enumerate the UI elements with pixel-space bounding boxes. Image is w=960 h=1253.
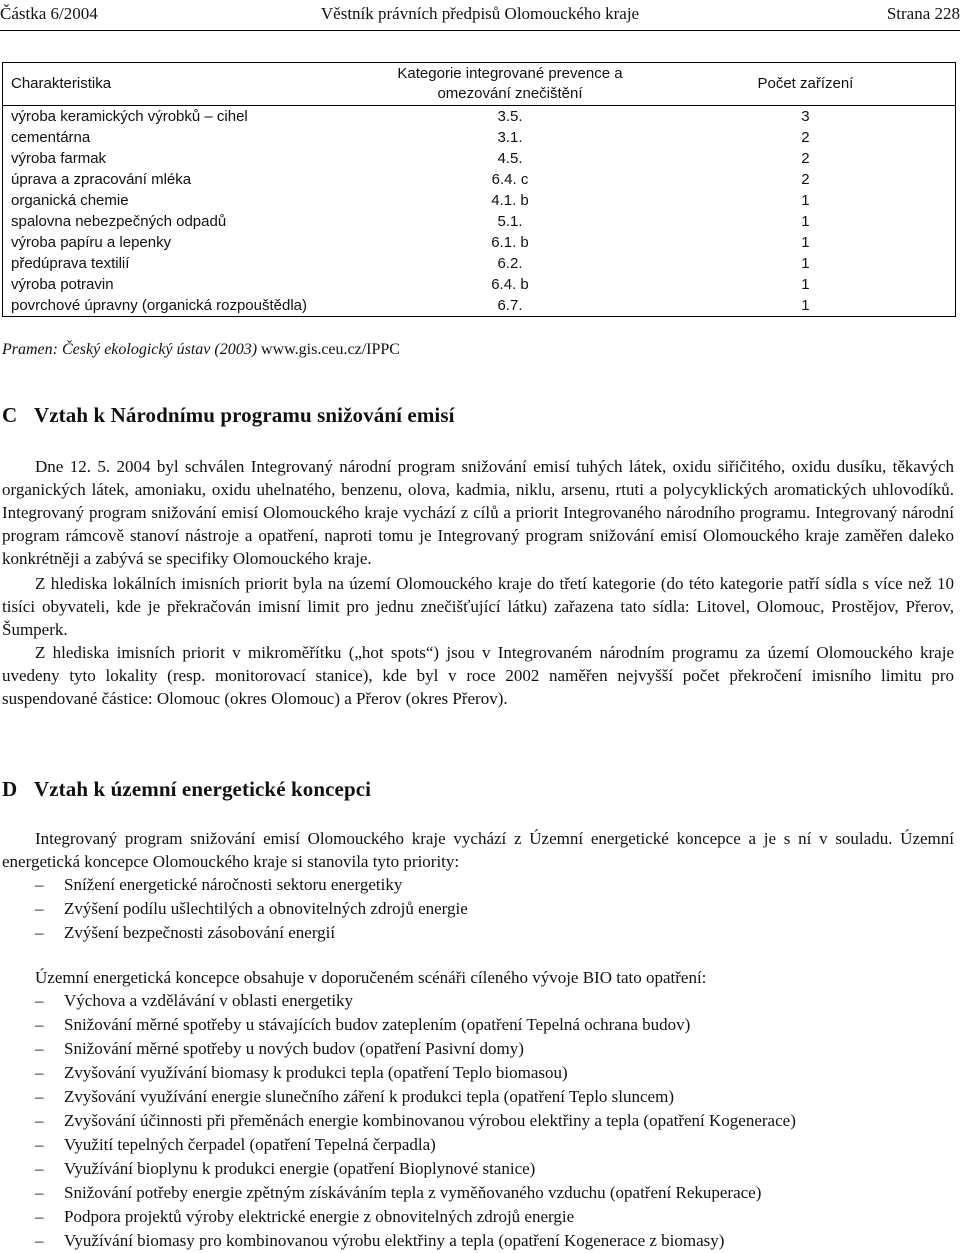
table-row [3,253,956,274]
measure-item-text: Výchova a vzdělávání v oblasti energetiky [64,991,354,1010]
table-cell-characteristic: spalovna nebezpečných odpadů [11,213,227,230]
section-c-body [2,455,954,710]
section-c-paragraph-2: Z hlediska lokálních imisních priorit byla na území Olomouckého kraje do třetí kategorie (do této kategorie patří sídla s více než 10 tisíci obyvateli, kde je překračován imisní limit pro jednu znečišťující látku) zařazena tato sídla: Litovel, Olomouc, Prostějov, Přerov, Šumperk. [2,574,954,639]
header-divider [0,30,960,31]
table-cell-characteristic: výroba papíru a lepenky [11,234,172,251]
measure-item-text: Využívání biomasy pro kombinovanou výrobu elektřiny a tepla (opatření Kogenerace z biomasy) [64,1231,725,1250]
measure-item-text: Zvyšování využívání energie slunečního záření k produkci tepla (opatření Teplo sluncem) [64,1087,674,1106]
priority-item [2,897,954,921]
table-cell-count: 1 [801,276,810,293]
list-dash: – [35,1063,44,1082]
section-d-letter: D [2,777,18,801]
column-header-characteristic: Charakteristika [3,63,375,106]
bio-intro: Územní energetická koncepce obsahuje v doporučeném scénáři cíleného vývoje BIO tato opatření: [35,968,707,987]
section-d-title: Vztah k územní energetické koncepci [34,777,372,801]
table-cell-category: 6.7. [497,297,523,314]
list-dash: – [35,1135,44,1154]
section-c-paragraph-1: Dne 12. 5. 2004 byl schválen Integrovaný národní program snižování emisí tuhých látek, oxidu siřičitého, oxidu dusíku, těkavých organických látek, amoniaku, oxidu uhelnatého, benzenu, olova, kadmia, niklu, arsenu, rtuti a polycyklických aromatických uhlovodíků. Integrovaný program snižování emisí Olomouckého kraje vychází z cílů a priorit Integrovaného národního programu. Integrovaný národní program rámcově stanoví nástroje a opatření, naproti tomu je Integrovaný program snižování emisí Olomouckého kraje zaměřen daleko konkrétněji a zabývá se specifiky Olomouckého kraje. [2,457,954,568]
table-cell-category: 4.1. b [491,192,529,209]
page-number: Strana 228 [886,4,960,23]
priority-item-text: Zvýšení bezpečnosti zásobování energií [64,923,336,942]
priorities-list [2,873,954,945]
measure-item-text: Využití tepelných čerpadel (opatření Tepelná čerpadla) [64,1135,436,1154]
measure-item-text: Zvyšování využívání biomasy k produkci tepla (opatření Teplo biomasou) [64,1063,568,1082]
table-cell-count: 3 [801,108,810,125]
facilities-table [2,62,956,317]
measure-item [2,1157,954,1181]
table-row [3,295,956,317]
priority-item [2,921,954,945]
table-cell-count: 2 [801,129,810,146]
table-row [3,169,956,190]
priority-item [2,873,954,897]
column-header-count: Počet zařízení [646,63,956,106]
table-row [3,274,956,295]
measure-item [2,1133,954,1157]
table-cell-category: 6.4. b [491,276,529,293]
list-dash: – [35,1159,44,1178]
table-cell-characteristic: výroba farmak [11,150,107,167]
table-source [2,341,400,359]
measures-list [2,989,954,1253]
column-header-category: Kategorie integrované prevence a omezování znečištění [374,63,646,106]
measure-item-text: Snižování potřeby energie zpětným získáváním tepla z vyměňovaného vzduchu (opatření Rekuperace) [64,1183,762,1202]
table-row [3,190,956,211]
list-dash: – [35,1039,44,1058]
table-cell-category: 6.1. b [491,234,529,251]
table-row [3,106,956,128]
page-header [0,2,960,30]
list-dash: – [35,899,44,918]
list-dash: – [35,875,44,894]
measure-item [2,1013,954,1037]
priority-item-text: Zvýšení podílu ušlechtilých a obnovitelných zdrojů energie [64,899,468,918]
section-c-paragraph-3: Z hlediska imisních priorit v mikroměřítku („hot spots“) jsou v Integrovaném národním programu za území Olomouckého kraje uvedeny tyto lokality (resp. monitorovací stanice), kde byl v roce 2002 naměřen nejvyšší počet překročení imisního limitu pro suspendované částice: Olomouc (okres Olomouc) a Přerov (okres Přerov). [2,643,954,708]
list-dash: – [35,923,44,942]
table-cell-category: 5.1. [497,213,523,230]
list-dash: – [35,1015,44,1034]
issue-number: Částka 6/2004 [0,4,98,23]
measure-item [2,1205,954,1229]
source-label: Pramen: Český ekologický ústav (2003) [2,341,258,358]
table-cell-characteristic: povrchové úpravny (organická rozpouštědla) [11,297,307,314]
section-c-heading [2,403,455,428]
section-c-title: Vztah k Národnímu programu snižování emisí [34,403,455,427]
table-row [3,232,956,253]
table-cell-count: 2 [801,150,810,167]
list-dash: – [35,1183,44,1202]
list-dash: – [35,1087,44,1106]
table-cell-category: 6.4. c [491,171,529,188]
measure-item [2,1037,954,1061]
table-cell-characteristic: cementárna [11,129,91,146]
priority-item-text: Snížení energetické náročnosti sektoru energetiky [64,875,403,894]
table-cell-category: 3.1. [497,129,523,146]
section-d-intro [2,827,954,873]
table-row [3,211,956,232]
table-cell-count: 2 [801,171,810,188]
measure-item [2,1061,954,1085]
measure-item-text: Zvyšování účinnosti při přeměnách energie kombinovanou výrobou elektřiny a tepla (opatření Kogenerace) [64,1111,796,1130]
table-cell-characteristic: výroba potravin [11,276,114,293]
table-cell-characteristic: organická chemie [11,192,129,209]
measure-item-text: Využívání bioplynu k produkci energie (opatření Bioplynové stanice) [64,1159,536,1178]
table-cell-category: 4.5. [497,150,523,167]
table-cell-category: 6.2. [497,255,523,272]
measure-item-text: Podpora projektů výroby elektrické energie z obnovitelných zdrojů energie [64,1207,575,1226]
source-url: www.gis.ceu.cz/IPPC [261,341,400,358]
table-cell-count: 1 [801,255,810,272]
list-dash: – [35,1231,44,1250]
list-dash: – [35,1111,44,1130]
measure-item-text: Snižování měrné spotřeby u nových budov (opatření Pasivní domy) [64,1039,524,1058]
section-c-letter: C [2,403,18,427]
list-dash: – [35,991,44,1010]
section-d-intro-paragraph: Integrovaný program snižování emisí Olomouckého kraje vychází z Územní energetické koncepce a je s ní v souladu. Územní energetická koncepce Olomouckého kraje si stanovila tyto priority: [2,829,954,871]
table-cell-characteristic: výroba keramických výrobků – cihel [11,108,248,125]
table-cell-category: 3.5. [497,108,523,125]
table-row [3,127,956,148]
table-row [3,148,956,169]
measure-item [2,1085,954,1109]
publication-title: Věstník právních předpisů Olomouckého kraje [320,4,640,23]
table-header-row [3,63,956,106]
measure-item [2,1181,954,1205]
list-dash: – [35,1207,44,1226]
table-cell-characteristic: úprava a zpracování mléka [11,171,192,188]
measure-item-text: Snižování měrné spotřeby u stávajících budov zateplením (opatření Tepelná ochrana budov) [64,1015,691,1034]
table-cell-count: 1 [801,192,810,209]
table-cell-characteristic: předúprava textilií [11,255,130,272]
measure-item [2,989,954,1013]
measure-item [2,1109,954,1133]
section-d-heading [2,777,371,802]
measure-item [2,1229,954,1253]
table-cell-count: 1 [801,234,810,251]
table-cell-count: 1 [801,213,810,230]
table-cell-count: 1 [801,297,810,314]
